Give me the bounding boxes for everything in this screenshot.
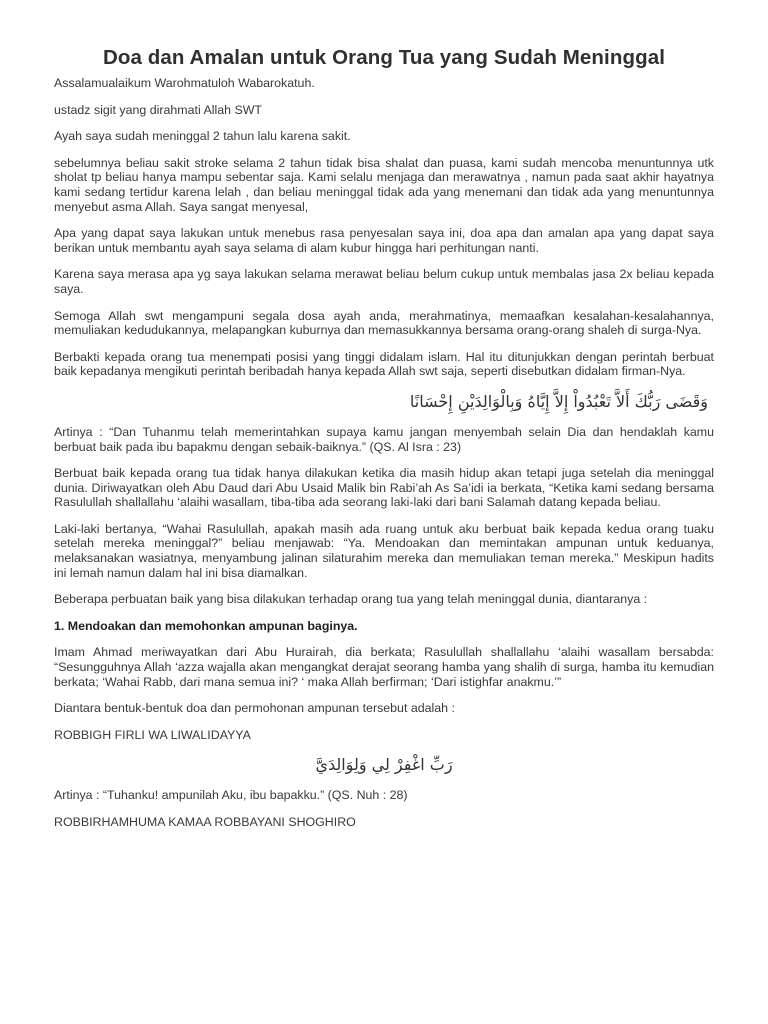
- greeting-paragraph: Assalamualaikum Warohmatuloh Wabarokatuh.: [54, 76, 315, 90]
- paragraph-10: Beberapa perbuatan baik yang bisa dilakukan terhadap orang tua yang telah meninggal dunia, diantaranya :: [54, 592, 648, 607]
- arabic-prayer-nuh: رَبِّ اغْفِرْ لِي وَلِوَالِدَيَّ: [315, 755, 453, 775]
- paragraph-11: Imam Ahmad meriwayatkan dari Abu Hurairah, dia berkata; Rasulullah shallallahu ‘alaihi wasallam bersabda: “Sesungguhnya Allah ‘azza wajalla akan mengangkat derajat seorang hamba yang shalih di surga, hamba itu kemudian berkata; ‘Wahai Rabb, dari mana semua ini? ‘ maka Allah berfirman; ‘Dari istighfar anakmu.’”: [54, 645, 714, 689]
- paragraph-8: Berbuat baik kepada orang tua tidak hanya dilakukan ketika dia masih hidup akan tetapi juga setelah dia meninggal dunia. Diriwayatkan oleh Abu Daud dari Abu Usaid Malik bin Rabi’ah As Sa’idi ia berkata, “Ketika kami sedang bersama Rasulullah shallallahu ‘alaihi wasallam, tiba-tiba ada seorang laki-laki dari bani Salamah datang kepada beliau.: [54, 466, 714, 510]
- paragraph-12: Diantara bentuk-bentuk doa dan permohonan ampunan tersebut adalah :: [54, 701, 455, 716]
- document-page: [54, 46, 714, 842]
- addressee-paragraph: ustadz sigit yang dirahmati Allah SWT: [54, 102, 262, 117]
- paragraph-5: Semoga Allah swt mengampuni segala dosa ayah anda, merahmatinya, memaafkan kesalahan-kesalahannya, memuliakan kedudukannya, melapangkan kuburnya dan memasukkannya bersama orang-orang shaleh di surga-Nya.: [54, 308, 714, 338]
- section-heading-1: 1. Mendoakan dan memohonkan ampunan baginya.: [54, 618, 358, 633]
- paragraph-6: Berbakti kepada orang tua menempati posisi yang tinggi didalam islam. Hal itu ditunjukkan dengan perintah berbuat baik kepadanya mengikuti perintah beribadah hanya kepada Allah swt saja, seperti disebutkan didalam firman-Nya.: [54, 349, 714, 379]
- paragraph-3: Apa yang dapat saya lakukan untuk menebus rasa penyesalan saya ini, doa apa dan amalan apa yang dapat saya berikan untuk membantu ayah saya selama di alam kubur hingga hari perhitungan nanti.: [54, 226, 714, 255]
- transliteration-1: ROBBIGH FIRLI WA LIWALIDAYYA: [54, 727, 251, 742]
- document-title: Doa dan Amalan untuk Orang Tua yang Sudah Meninggal: [102, 46, 666, 69]
- transliteration-2: ROBBIRHAMHUMA KAMAA ROBBAYANI SHOGHIRO: [54, 815, 356, 829]
- paragraph-7-translation: Artinya : “Dan Tuhanmu telah memerintahkan supaya kamu jangan menyembah selain Dia dan hendaklah kamu berbuat baik pada ibu bapakmu dengan sebaik-baiknya.” (QS. Al Isra : 23): [54, 424, 714, 454]
- paragraph-2: sebelumnya beliau sakit stroke selama 2 tahun tidak bisa shalat dan puasa, kami sudah mencoba menuntunnya utk sholat tp beliau hanya mampu sebentar saja. Kami selalu menjaga dan merawatnya , namun pada saat akhir hayatnya kami sedang tertidur karena lelah , dan beliau meninggal tidak ada yang menemani dan tidak ada yang menuntunnya menyebut asma Allah. Saya sangat menyesal,: [54, 155, 714, 214]
- arabic-verse-al-isra: وَقَضَى رَبُّكَ أَلاَّ تَعْبُدُواْ إِلاَّ إِيَّاهُ وَبِالْوَالِدَيْنِ إِحْسَانًا: [409, 391, 708, 411]
- paragraph-9: Laki-laki bertanya, “Wahai Rasulullah, apakah masih ada ruang untuk aku berbuat baik kepada kedua orang tuaku setelah mereka meninggal?” beliau menjawab: “Ya. Mendoakan dan memintakan ampunan untuk keduanya, melaksanakan wasiatnya, menyambung jalinan silaturahim mereka dan memuliakan teman mereka.” Meskipun hadits ini lemah namun dalam hal ini bisa diamalkan.: [54, 521, 714, 580]
- paragraph-1: Ayah saya sudah meninggal 2 tahun lalu karena sakit.: [54, 129, 351, 144]
- paragraph-13-translation: Artinya : “Tuhanku! ampunilah Aku, ibu bapakku.” (QS. Nuh : 28): [54, 788, 408, 803]
- paragraph-4: Karena saya merasa apa yg saya lakukan selama merawat beliau belum cukup untuk membalas jasa 2x beliau kepada saya.: [54, 267, 714, 296]
